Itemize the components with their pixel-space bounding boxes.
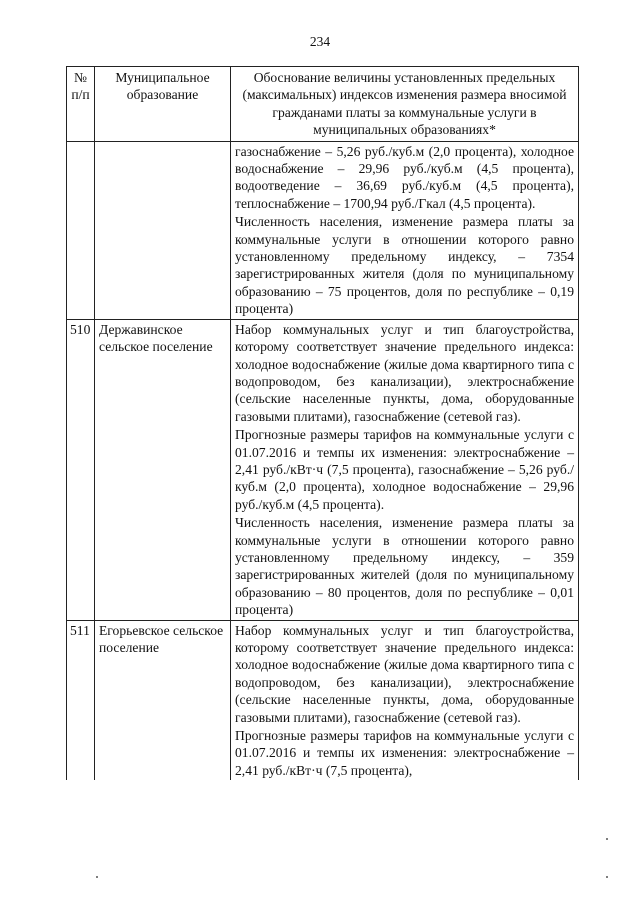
table-row <box>67 319 579 620</box>
row-municipality <box>95 141 231 319</box>
justification-paragraph: Набор коммунальных услуг и тип благоустройства, которому соответствует значение предельного индекса: холодное водоснабжение (жилые дома квартирного типа с водопроводом, без канализации), электроснабжение (сельские населенные пункты, дома, оборудованные газовыми плитами), газоснабжение (сетевой газ). <box>235 321 574 424</box>
row-municipality: Егорьевское сельское поселение <box>95 620 231 780</box>
justification-paragraph: Прогнозные размеры тарифов на коммунальные услуги с 01.07.2016 и темпы их изменения: электроснабжение – 2,41 руб./кВт·ч (7,5 процента), газоснабжение – 5,26 руб./куб.м (2,0 процента), холодное водоснабжение – 29,96 руб./куб.м (4,5 процента). <box>235 427 574 512</box>
header-municipality: Муниципальное образование <box>95 67 231 142</box>
row-justification <box>231 319 579 620</box>
table-header-row <box>67 67 579 142</box>
scan-speck <box>606 876 608 878</box>
row-num <box>67 141 95 319</box>
row-justification <box>231 141 579 319</box>
header-justification: Обоснование величины установленных предельных (максимальных) индексов изменения размера вносимой гражданами платы за коммунальные услуги в муниципальных образованиях* <box>231 67 579 142</box>
scan-speck <box>96 876 98 878</box>
header-num: № п/п <box>67 67 95 142</box>
justification-paragraph: Численность населения, изменение размера платы за коммунальные услуги в отношении которого равно установленному предельному индексу, – 7354 зарегистрированных жителя (доля по муниципальному образованию – 75 процентов, доля по республике – 0,19 процента) <box>235 214 574 317</box>
table-row <box>67 141 579 319</box>
page-number: 234 <box>309 34 331 49</box>
table-row <box>67 620 579 780</box>
row-num: 511 <box>67 620 95 780</box>
row-justification <box>231 620 579 780</box>
scan-speck <box>606 838 608 840</box>
justification-paragraph: газоснабжение – 5,26 руб./куб.м (2,0 процента), холодное водоснабжение – 29,96 руб./куб.м (4,5 процента), водоотведение – 36,69 руб./куб.м (4,5 процента), теплоснабжение – 1700,94 руб./Гкал (4,5 процента). <box>235 143 574 211</box>
tariff-justification-table <box>66 66 579 780</box>
justification-paragraph: Численность населения, изменение размера платы за коммунальные услуги в отношении которого равно установленному предельному индексу, – 359 зарегистрированных жителей (доля по муниципальному образованию – 80 процентов, доля по республике – 0,01 процента) <box>235 515 574 618</box>
justification-paragraph: Прогнозные размеры тарифов на коммунальные услуги с 01.07.2016 и темпы их изменения: электроснабжение – 2,41 руб./кВт·ч (7,5 процента), <box>235 728 574 778</box>
row-num: 510 <box>67 319 95 620</box>
justification-paragraph: Набор коммунальных услуг и тип благоустройства, которому соответствует значение предельного индекса: холодное водоснабжение (жилые дома квартирного типа с водопроводом, без канализации), электроснабжение (сельские населенные пункты, дома, оборудованные газовыми плитами), газоснабжение (сетевой газ). <box>235 622 574 725</box>
row-municipality: Державинское сельское поселение <box>95 319 231 620</box>
